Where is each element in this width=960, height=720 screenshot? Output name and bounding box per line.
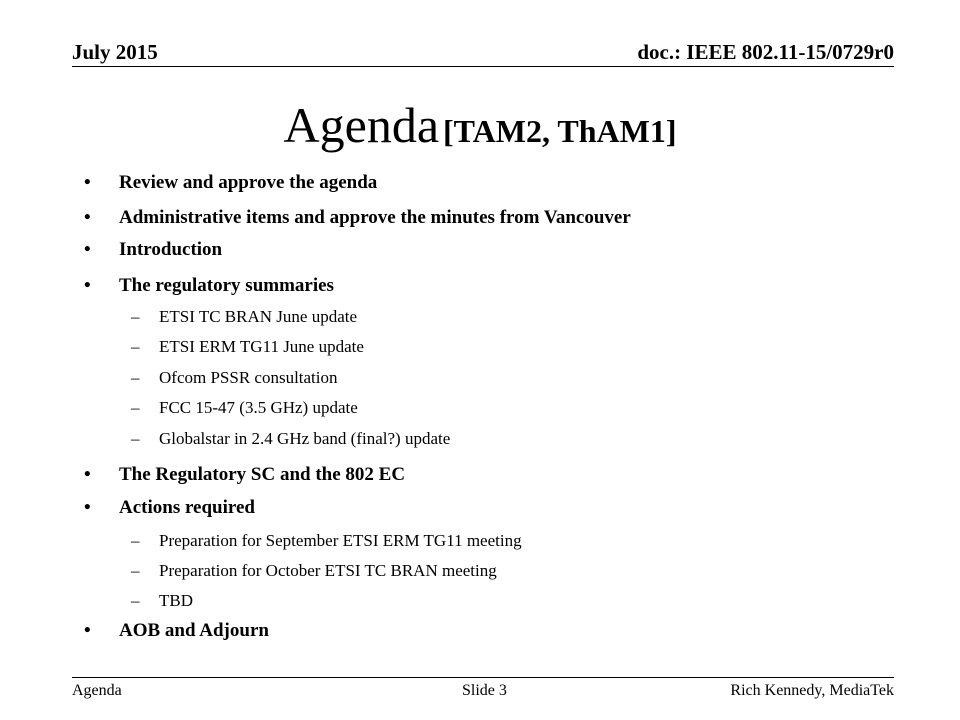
agenda-item-text: Globalstar in 2.4 GHz band (final?) update <box>159 429 451 448</box>
agenda-item-text: The Regulatory SC and the 802 EC <box>119 464 406 485</box>
agenda-item-text: ETSI TC BRAN June update <box>159 307 358 326</box>
agenda-item-text: Ofcom PSSR consultation <box>159 368 338 387</box>
header-doc-id: doc.: IEEE 802.11-15/0729r0 <box>637 40 894 64</box>
agenda-item-text: FCC 15-47 (3.5 GHz) update <box>159 398 358 417</box>
footer-section: Agenda <box>72 682 122 699</box>
agenda-item-text: Review and approve the agenda <box>119 172 378 193</box>
agenda-item-text: Administrative items and approve the minutes from Vancouver <box>119 207 631 228</box>
bullet-icon: • <box>84 207 91 228</box>
agenda-item-text: Preparation for September ETSI ERM TG11 meeting <box>159 531 522 550</box>
agenda-item-text: The regulatory summaries <box>119 275 334 296</box>
agenda-item-text: Preparation for October ETSI TC BRAN meeting <box>159 561 497 580</box>
footer-author: Rich Kennedy, MediaTek <box>730 682 894 699</box>
dash-icon: – <box>131 398 140 417</box>
agenda-item-text: Actions required <box>119 497 255 518</box>
footer-rule <box>72 677 894 678</box>
header-date: July 2015 <box>72 40 158 64</box>
agenda-item-text: TBD <box>159 591 193 610</box>
dash-icon: – <box>131 561 140 580</box>
dash-icon: – <box>131 531 140 550</box>
dash-icon: – <box>131 307 140 326</box>
dash-icon: – <box>131 337 140 356</box>
agenda-item-text: AOB and Adjourn <box>119 620 269 641</box>
dash-icon: – <box>131 368 140 387</box>
slide-title-main: Agenda <box>283 97 440 153</box>
bullet-icon: • <box>84 275 91 296</box>
bullet-icon: • <box>84 620 91 641</box>
agenda-item-text: ETSI ERM TG11 June update <box>159 337 364 356</box>
agenda-item-text: Introduction <box>119 239 223 260</box>
dash-icon: – <box>131 591 140 610</box>
bullet-icon: • <box>84 464 91 485</box>
dash-icon: – <box>131 429 140 448</box>
bullet-icon: • <box>84 172 91 193</box>
bullet-icon: • <box>84 239 91 260</box>
bullet-icon: • <box>84 497 91 518</box>
slide-title-sessions: [TAM2, ThAM1] <box>443 113 677 149</box>
footer-slide-number: Slide 3 <box>462 682 507 699</box>
